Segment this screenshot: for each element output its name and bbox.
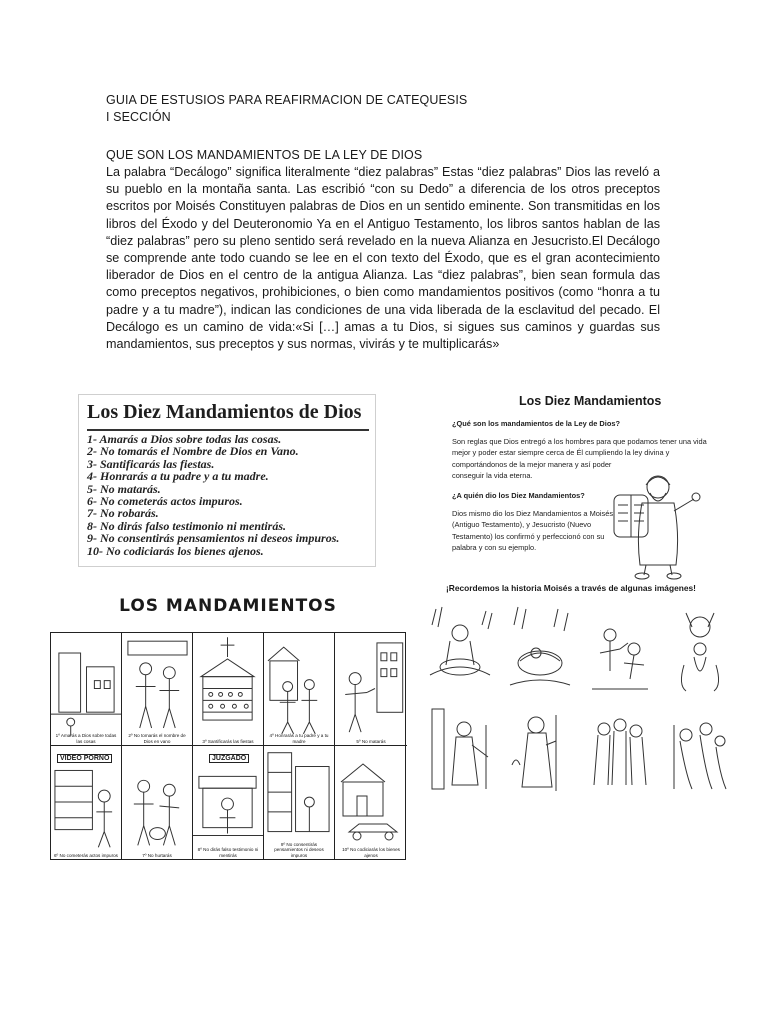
panel-caption: 10º No codiciarás los bienes ajenos <box>342 847 400 858</box>
comic-panel-10 <box>335 746 407 859</box>
video-sign: VIDEO PORNO <box>57 754 112 763</box>
comic-panel-1 <box>51 633 122 746</box>
comic-panel-6 <box>51 746 122 859</box>
commandment-item: 2- No tomarás el Nombre de Dios en Vano. <box>87 444 299 459</box>
title-underline <box>87 429 369 431</box>
comic-panel-3 <box>193 633 264 746</box>
scene-basket-icon <box>506 605 574 693</box>
recordemos-caption: ¡Recordemos la historia Moisés a través de algunas imágenes! <box>446 583 696 593</box>
commandment-item: 7- No robarás. <box>87 506 159 521</box>
scene-egypt-icon <box>586 605 654 693</box>
panel-caption: 6º No cometerás actos impuros <box>54 852 118 858</box>
comic-panel-9 <box>264 746 335 859</box>
commandments-box <box>78 394 376 567</box>
section-number: I SECCIÓN <box>106 110 171 124</box>
moses-story-images <box>424 597 724 817</box>
comic-panel-4 <box>264 633 335 746</box>
scene-crowd-icon <box>586 705 654 793</box>
juzgado-sign: JUZGADO <box>209 754 249 763</box>
commandment-item: 1- Amarás a Dios sobre todas las cosas. <box>87 432 282 446</box>
commandments-list <box>87 433 339 557</box>
answer-line: comportándonos de la mejor manera y así poder <box>452 459 612 469</box>
scene-pharaoh-icon <box>426 705 494 793</box>
commandment-item: 3- Santificarás las fiestas. <box>87 456 215 471</box>
commandment-item: 10- No codiciarás los bienes ajenos. <box>87 543 264 558</box>
commandment-item: 5- No matarás. <box>87 481 161 496</box>
answer-line: Testamento) los confirmó y perfeccionó con su <box>452 531 605 541</box>
commandments-comic <box>50 596 406 862</box>
answer-line: conseguir la vida eterna. <box>452 470 533 480</box>
answer-line: palabra y con su ejemplo. <box>452 542 537 552</box>
commandments-title: Los Diez Mandamientos de Dios <box>87 401 362 423</box>
commandment-item: 8- No dirás falso testimonio ni mentirás. <box>87 518 287 533</box>
panel-caption: 4º Honrarás a tu padre y a tu madre <box>269 733 329 744</box>
qa-answer-2 <box>452 508 613 553</box>
answer-line: (Antiguo Testamento), y Jesucristo (Nuevo <box>452 520 592 530</box>
comic-panel-8 <box>193 746 264 859</box>
moses-tablets-icon <box>606 465 716 580</box>
panel-caption: 7º No hurtarás <box>142 852 172 858</box>
comic-panel-5 <box>335 633 407 746</box>
comic-title: LOS MANDAMIENTOS <box>119 596 337 616</box>
scene-israelites-icon <box>666 705 734 793</box>
qa-question-2 <box>452 490 585 501</box>
section-title: QUE SON LOS MANDAMIENTOS DE LA LEY DE DIOS <box>106 148 423 162</box>
answer-line: Son reglas que Dios entregó a los hombres para que podamos tener una vida <box>452 437 707 446</box>
scene-burning-bush-icon <box>666 605 734 693</box>
scene-moses-staff-icon <box>506 705 574 793</box>
intro-paragraph: La palabra “Decálogo” significa literalmente “diez palabras” Estas “diez palabras” Dios las reveló a su pueblo en la montaña santa. Las escribió “con su Dedo” a diferencia de los otros preceptos escritos por Moisés Constituyen palabras de Dios en un sentido eminente. Son transmitidas en los libros del Éxodo y del Deuteronomio Ya en el Antiguo Testamento, los libros santos hablan de las “diez palabras” pero su pleno sentido será revelado en la nueva Alianza en Jesucristo.El Decálogo se comprende ante todo cuando se lee en el con texto del Éxodo, que es el gran acontecimiento liberador de Dios en el centro de la antigua Alianza. Las “diez palabras”, bien sean formula das como preceptos negativos, prohibiciones, o bien como mandamientos positivos (como “honra a tu padre y a tu madre”), indican las condiciones de una vida liberada de la esclavitud del pecado. El Decálogo es un camino de vida:«Si […] amas a tu Dios, si sigues sus caminos y guardas sus mandamientos, sus preceptos y sus normas, vivirás y te multiplicarás» <box>106 165 660 352</box>
commandment-item: 4- Honrarás a tu padre y a tu madre. <box>87 469 269 484</box>
answer-line: mejor y poder estar siempre cerca de Él cumpliendo la ley divina y <box>452 448 670 458</box>
qa-title: Los Diez Mandamientos <box>519 394 662 408</box>
panel-caption: 5º No matarás <box>356 738 386 744</box>
question-text: ¿A quién dio los Diez Mandamientos? <box>452 491 585 500</box>
commandment-item: 6- No cometerás actos impuros. <box>87 494 243 509</box>
panel-caption: 1º Amarás a Dios sobre todas las cosas <box>55 733 117 744</box>
comic-panel-2 <box>122 633 193 746</box>
comic-grid <box>50 632 406 860</box>
panel-caption: 9º No consentirás pensamientos ni deseos impuros <box>274 841 324 858</box>
question-text: ¿Qué son los mandamientos de la Ley de Dios? <box>452 419 620 428</box>
document-heading: GUIA DE ESTUSIOS PARA REAFIRMACION DE CATEQUESIS <box>106 93 468 107</box>
panel-caption: 2º No tomarás el nombre de Dios en vano <box>128 733 186 744</box>
qa-question-1 <box>452 418 620 429</box>
comic-panel-7 <box>122 746 193 859</box>
panel-caption: 8º No dirás falso testimonio ni mentirás <box>197 847 259 858</box>
answer-line: Dios mismo dio los Diez Mandamientos a Moisés <box>452 509 614 518</box>
scene-baby-moses-icon <box>426 605 494 693</box>
panel-caption: 3º Santificarás las fiestas <box>202 738 254 744</box>
commandment-item: 9- No consentirás pensamientos ni deseos impuros. <box>87 531 340 546</box>
